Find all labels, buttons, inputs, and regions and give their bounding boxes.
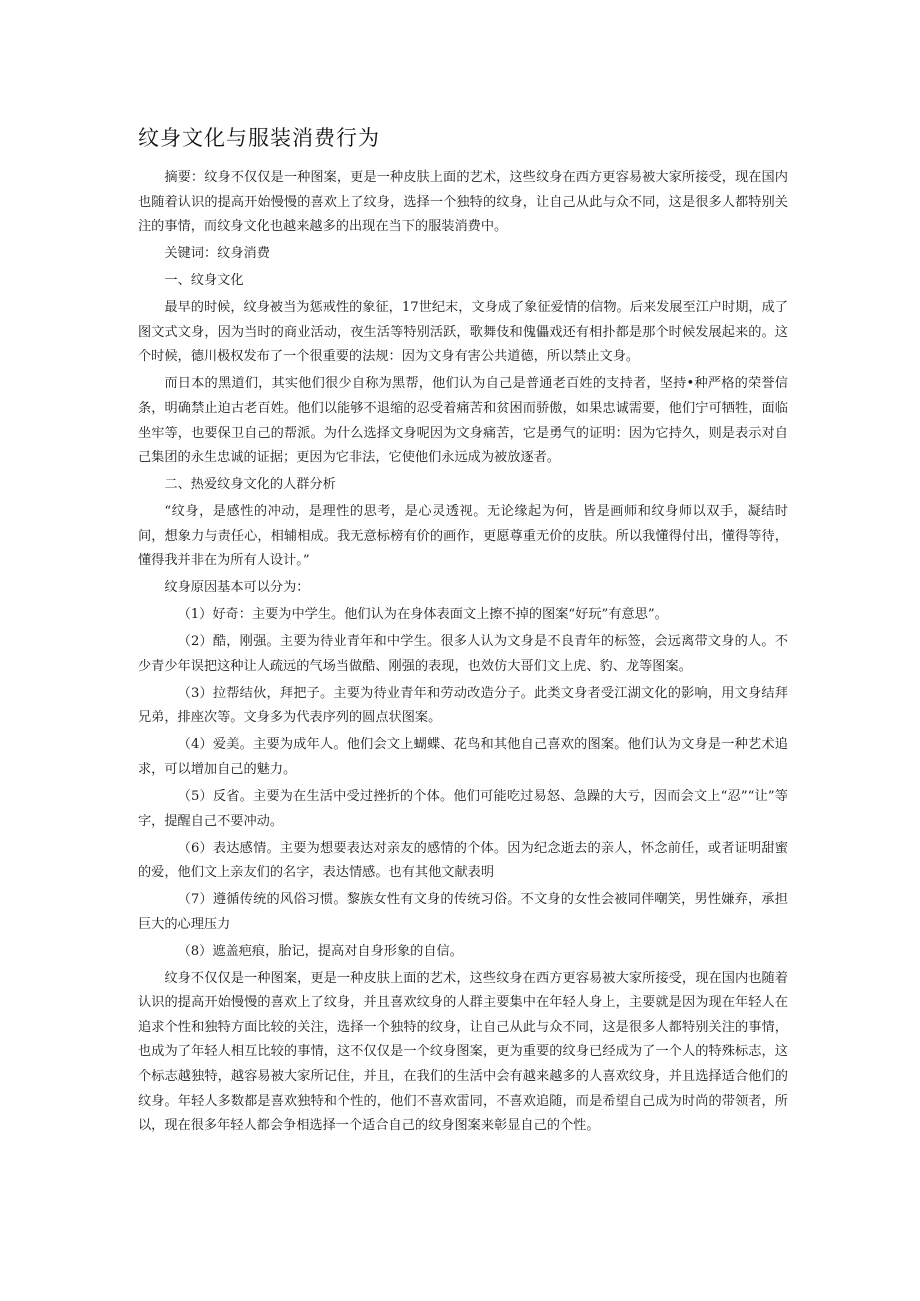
body-paragraph: 而日本的黑道们，其实他们很少自称为黑帮，他们认为自己是普通老百姓的支持者，坚持•种严格的荣誉信条，明确禁止迫古老百姓。他们以能够不退缩的忍受着痛苦和贫困而骄傲，如果忠诚需要，他们宁可牺牲，面临坐牢等，也要保卫自己的帮派。为什么选择文身呢因为文身痛苦，它是勇气的证明：因为它持久，则是表示对自己集团的永生忠诚的证据；更因为它非法，它使他们永远成为被放逐者。 (138, 376, 788, 466)
list-item: （8）遮盖疤痕，胎记，提高对自身形象的自信。 (177, 943, 463, 959)
list-item: （7）遵循传统的风俗习惯。黎族女性有文身的传统习俗。不文身的女性会被同伴嘲笑，男性嫌弃，承担巨大的心理压力 (138, 892, 788, 932)
section-heading-1: 一、纹身文化 (164, 273, 244, 289)
list-item: （4）爱美。主要为成年人。他们会文上蝴蝶、花鸟和其他自己喜欢的图案。他们认为文身是一种艺术追求，可以增加自己的魅力。 (138, 737, 788, 777)
section-heading-2: 二、热爱纹身文化的人群分析 (164, 477, 336, 493)
list-item: （2）酷，刚强。主要为待业青年和中学生。很多人认为文身是不良青年的标签，会远离带文身的人。不少青少年误把这种让人疏远的气场当做酷、刚强的表现，也效仿大哥们文上虎、豹、龙等图案。 (138, 634, 788, 674)
list-item: （5）反省。主要为在生活中受过挫折的个体。他们可能吃过易怒、急躁的大亏，因而会文上“忍”“让”等字，提醒自己不要冲动。 (138, 788, 788, 829)
list-item: （6）表达感情。主要为想要表达对亲友的感情的个体。因为纪念逝去的亲人，怀念前任，或者证明甜蜜的爱，他们文上亲友们的名字，表达情感。也有其他文献表明 (138, 840, 788, 881)
list-item: （1）好奇：主要为中学生。他们认为在身体表面文上擦不掉的图案“好玩”有意思”。 (177, 607, 668, 623)
body-paragraph: 最早的时候，纹身被当为惩戒性的象征，17世纪末，文身成了象征爱情的信物。后来发展至江户时期，成了图文式文身，因为当时的商业活动，夜生活等特别活跃，歌舞伎和傀儡戏还有相扑都是那个时候发展起来的。这个时候，德川极权发布了一个很重要的法规：因为文身有害公共道德，所以禁止文身。 (138, 300, 788, 365)
document-title: 纹身文化与服装消费行为 (138, 126, 380, 150)
quote-paragraph: “纹身，是感性的冲动，是理性的思考，是心灵透视。无论缘起为何，皆是画师和纹身师以双手，凝结时间，想象力与责任心，相辅相成。我无意标榜有价的画作，更愿尊重无价的皮肤。所以我懂得付出，懂得等待，懂得我并非在为所有人设计。” (138, 504, 788, 569)
document-body (138, 166, 788, 1141)
closing-paragraph: 纹身不仅仅是一种图案，更是一种皮肤上面的艺术，这些纹身在西方更容易被大家所接受，现在国内也随着认识的提高开始慢慢的喜欢上了纹身，并且喜欢纹身的人群主要集中在年轻人身上，主要就是因为现在年轻人在追求个性和独特方面比较的关注，选择一个独特的纹身，让自己从此与众不同，这是很多人都特别关注的事情，也成为了年轻人相互比较的事情，这不仅仅是一个纹身图案，更为重要的纹身已经成为了一个人的特殊标志，这个标志越独特，越容易被大家所记住，并且，在我们的生活中会有越来越多的人喜欢纹身，并且选择适合他们的纹身。年轻人多数都是喜欢独特和个性的，他们不喜欢雷同，不喜欢追随，而是希望自己成为时尚的带领者，所以，现在很多年轻人都会争相选择一个适合自己的纹身图案来彰显自己的个性。 (138, 970, 788, 1134)
list-intro: 纹身原因基本可以分为： (164, 580, 310, 596)
abstract-paragraph: 摘要：纹身不仅仅是一种图案，更是一种皮肤上面的艺术，这些纹身在西方更容易被大家所接受，现在国内也随着认识的提高开始慢慢的喜欢上了纹身，选择一个独特的纹身，让自己从此与众不同，这是很多人都特别关注的事情，而纹身文化也越来越多的出现在当下的服装消费中。 (138, 170, 788, 235)
keywords-line: 关键词：纹身消费 (164, 246, 270, 262)
list-item: （3）拉帮结伙，拜把子。主要为待业青年和劳动改造分子。此类文身者受江湖文化的影响，用文身结拜兄弟，排座次等。文身多为代表序列的圆点状图案。 (138, 685, 788, 726)
